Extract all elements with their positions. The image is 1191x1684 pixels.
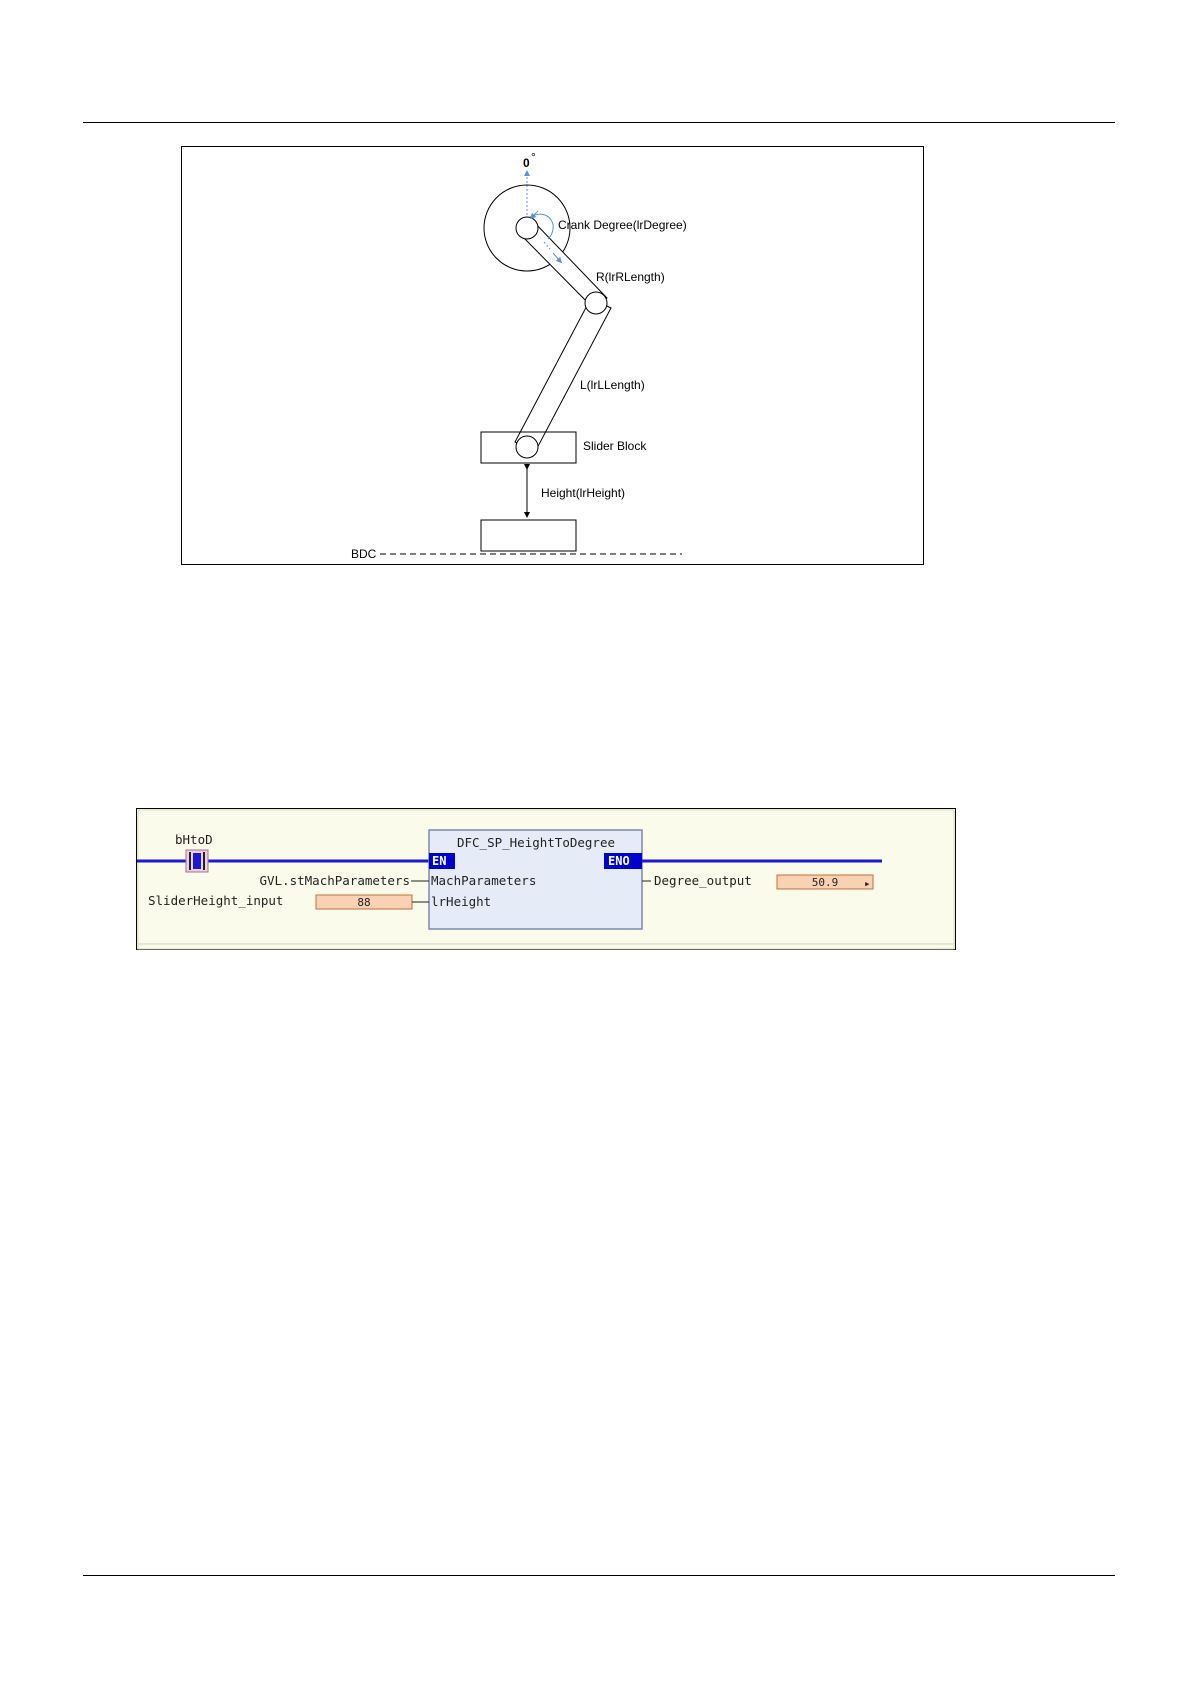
output-arrow-icon: ▸ <box>864 877 871 890</box>
function-block-name: DFC_SP_HeightToDegree <box>456 835 616 850</box>
footer-rule <box>83 1575 1115 1576</box>
header-rule <box>83 122 1115 123</box>
slider-pin <box>516 436 538 458</box>
r-length-label: R(lrRLength) <box>596 270 665 284</box>
input2-pin: lrHeight <box>431 894 492 909</box>
slider-block-label: Slider Block <box>583 439 647 453</box>
crank-degree-arrow-start <box>532 211 538 217</box>
eno-pin-label: ENO <box>608 854 630 868</box>
en-pin-label: EN <box>432 854 447 868</box>
crank-center-pin <box>516 217 538 239</box>
crank-mechanism-svg <box>182 147 925 566</box>
input1-pin: MachParameters <box>431 873 537 888</box>
input2-variable: SliderHeight_input <box>148 893 284 908</box>
l-length-label: L(lrLLength) <box>580 378 645 392</box>
connecting-rod-l <box>515 298 611 452</box>
output-value: 50.9 <box>811 876 839 889</box>
bdc-label: BDC <box>351 547 377 561</box>
base-block <box>481 520 576 551</box>
function-block-figure <box>136 808 956 950</box>
function-block-svg <box>137 809 957 951</box>
degree-symbol: ° <box>531 150 536 164</box>
input2-value: 88 <box>357 896 371 909</box>
input1-variable: GVL.stMachParameters <box>259 873 410 888</box>
crank-mechanism-figure <box>181 146 924 565</box>
crank-degree-label: Crank Degree(lrDegree) <box>558 218 687 232</box>
output-variable: Degree_output <box>654 873 752 888</box>
zero-angle-label: 0 <box>523 156 530 170</box>
contact-name: bHtoD <box>175 832 213 847</box>
crank-pin <box>585 292 607 314</box>
height-label: Height(lrHeight) <box>541 486 626 500</box>
